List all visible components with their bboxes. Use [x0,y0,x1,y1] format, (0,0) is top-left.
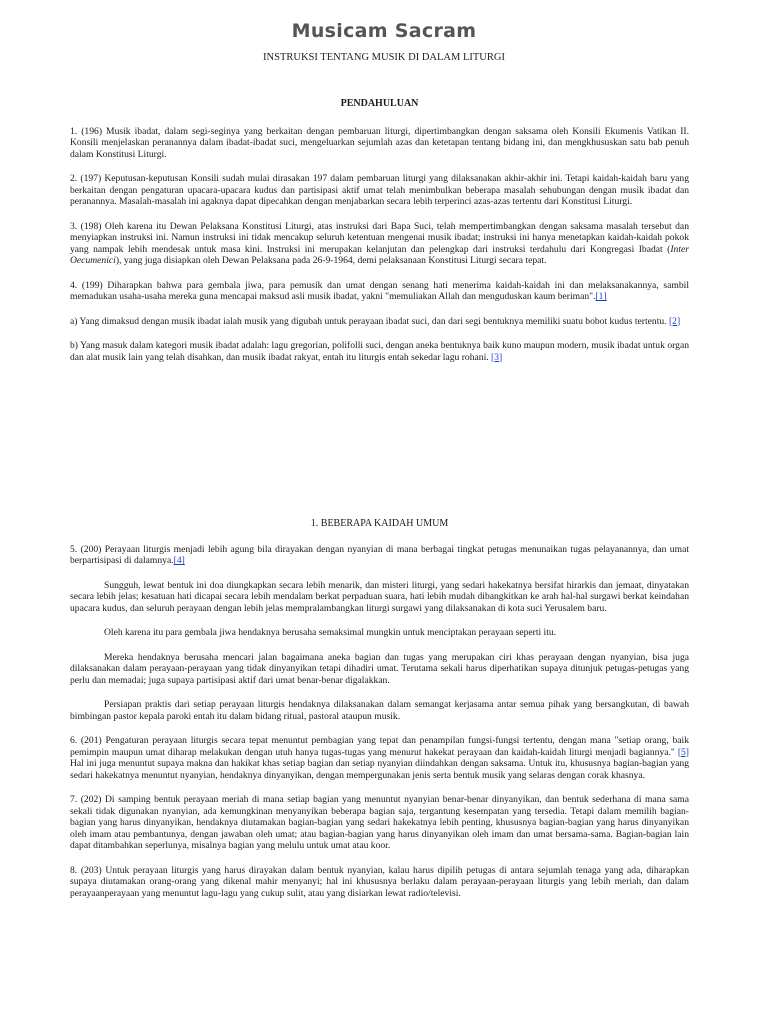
paragraph-11-text: Persiapan praktis dari setiap perayaan liturgis hendaknya dilaksanakan dalam semangat kerjasama antar semua pihak yang bersangkutan, di bawah bimbingan pastor kepala paroki entah itu dalam bidang ritual, pastoral ataupun musik. [70,699,689,722]
paragraph-12 [70,735,689,781]
footnote-link-4[interactable]: [4] [173,555,185,566]
paragraph-6-text: b) Yang masuk dalam kategori musik ibadat adalah: lagu gregorian, polifolli suci, dengan aneka bentuknya baik kuno maupun modern, musik ibadat untuk organ dan alat musik lain yang telah disahkan, dan musik ibadat rakyat, entah itu liturgis entah sekedar lagu rohani. [70,340,689,363]
intro-heading: PENDAHULUAN [340,98,419,109]
paragraph-12-text-a: 6. (201) Pengaturan perayaan liturgis secara tepat menuntut pembagian yang tepat dan penampilan fungsi-fungsi tertentu, dengan mana "setiap orang, baik pemimpin maupun umat diharap melakukan dengan utuh hanya tugas-tugas yang menurut hakekat perayaan dan kaidah-kaidah liturgi menjadi bagiannya." [70,735,689,758]
paragraph-3-text-a: 3. (198) Oleh karena itu Dewan Pelaksana Konstitusi Liturgi, atas instruksi dari Bapa Suci, telah mempertimbangkan dengan saksama masalah tersebut dan menyiapkan instruksi ini. Namun instruksi ini tidak mencakup seluruh ketentuan mengenai musik ibadat; instruksi ini hanya menetapkan kaidah-kaidah pokok yang nampak lebih mendesak untuk masa kini. Instruksi ini merupakan kelanjutan dan pelengkap dari instruksi terdahulu dari Kongregasi Ibadat ( [70,220,689,255]
section-1-heading: 1. BEBERAPA KAIDAH UMUM [310,518,449,529]
footnote-link-5[interactable]: [5] [677,746,689,758]
paragraph-4-text: 4. (199) Diharapkan bahwa para gembala jiwa, para pemusik dan umat dengan senang hati menerima kaidah-kaidah ini dan melaksanakannya, sambil memadukan usaha-usaha mereka guna mencapai maksud asli musik ibadat, yakni "memuliakan Allah dan menguduskan kaum beriman". [70,279,689,302]
paragraph-13 [70,794,689,852]
paragraph-11 [70,699,689,722]
blank-space [70,376,689,518]
paragraph-1-text: 1. (196) Musik ibadat, dalam segi-seginya yang berkaitan dengan pembaruan liturgi, dipertimbangkan dengan saksama oleh Konsili Ekumenis Vatikan II. Konsili menjelaskan peranannya dalam ibadat-ibadat suci, mengeluarkan sejumlah azas dan ketetapan tentang bidang ini, dan mengkhususkan satu bab penuh dalam Konstitusi Liturgi. [70,125,689,160]
paragraph-12-text-b: Hal ini juga menuntut supaya makna dan hakikat khas setiap bagian dan setiap nyanyian diindahkan dengan saksama. Untuk itu, khususnya bagian-bagian yang sedari hakekatnya menuntut nyanyian, hendaknya dinyanyikan, dengan mempergunakan jenis serta bentuk musik yang selaras dengan corak khasnya. [70,758,689,781]
paragraph-2 [70,173,689,208]
document-subtitle: INSTRUKSI TENTANG MUSIK DI DALAM LITURGI [263,52,505,63]
paragraph-13-text: 7. (202) Di samping bentuk perayaan meriah di mana setiap bagian yang menuntut nyanyian benar-benar dinyanyikan, dan bentuk sederhana di mana sama sekali tidak digunakan nyanyian, ada kemungkinan menyanyikan beberapa bagian saja, tergantung kesempatan yang tersedia. Tetapi dalam memilih bagian-bagian yang harus dinyanyikan, hendaknya diutamakan bagian-bagian yang sedari hakekatnya lebih penting, khususnya bagian-bagian yang harus dinyanyikan oleh imam atau pembantunya, dengan jawaban oleh umat; atau bagian-bagian yang harus dinyanyikan oleh imam dan umat bersama-sama. Bagian-bagian lain dapat ditambahkan seperlunya, misalnya bagian yang melulu untuk umat atau koor. [70,794,689,851]
paragraph-8-text: Sungguh, lewat bentuk ini doa diungkapkan secara lebih menarik, dan misteri liturgi, yang sedari hakekatnya bersifat hirarkis dan jemaat, dinyatakan secara lebih jelas; kesatuan hati dicapai secara lebih mendalam berkat perpaduan suara, hati lebih mudah dibangkitkan ke arah hal-hal surgawi berkat keindahan upacara kudus, dan seluruh perayaan dengan lebih jelas mempralambangkan liturgi surgawi yang dilaksanakan di kota suci Yerusalem baru. [70,579,689,614]
paragraph-3-emphasis: Inter Oecumenici [70,243,689,266]
paragraph-14 [70,865,689,900]
paragraph-14-text: 8. (203) Untuk perayaan liturgis yang harus dirayakan dalam bentuk nyanyian, kalau harus dipilih petugas di antara sejumlah tenaga yang ada, diharapkan supaya diutamakan orang-orang yang dikenal mahir menyanyi; hal ini khususnya berlaku dalam perayaan-perayaan liturgis yang lebih meriah, dan dalam perayaanperayaan yang menuntut lagu-lagu yang cukup sulit, atau yang disiarkan lewat radio/televisi. [70,864,689,899]
paragraph-4 [70,280,689,303]
paragraph-5 [70,316,689,328]
document-body [70,98,689,912]
document-title: Musicam Sacram [291,20,477,42]
paragraph-9 [70,627,689,639]
footnote-link-1[interactable]: [1] [595,291,607,302]
paragraph-1 [70,126,689,161]
paragraph-10 [70,652,689,687]
paragraph-9-text: Oleh karena itu para gembala jiwa hendaknya berusaha semaksimal mungkin untuk menciptakan perayaan seperti itu. [104,627,557,638]
footnote-link-2[interactable]: [2] [668,315,681,327]
paragraph-5-text: a) Yang dimaksud dengan musik ibadat ialah musik yang digubah untuk perayaan ibadat suci, dan dari segi bentuknya memiliki suatu bobot kudus tertentu. [70,315,669,327]
paragraph-3 [70,221,689,267]
paragraph-2-text: 2. (197) Keputusan-keputusan Konsili sudah mulai dirasakan 197 dalam pembaruan liturgi yang dilaksanakan akhir-akhir ini. Tetapi kaidah-kaidah baru yang berkaitan dengan pengaturan upacara-upacara kudus dan partisipasi aktif umat telah menimbulkan beberapa masalah sehubungan dengan musik ibadat dan peranannya. Masalah-masalah ini agaknya dapat dipecahkan dengan menjabarkan secara lebih terperinci azas-azas tertentu dari Konstitusi Liturgi. [70,173,689,207]
paragraph-7 [70,544,689,567]
paragraph-3-text-b: ), yang juga disiapkan oleh Dewan Pelaksana pada 26-9-1964, demi pelaksanaan Konstitusi Liturgi secara tepat. [115,255,547,266]
paragraph-7-text: 5. (200) Perayaan liturgis menjadi lebih agung bila dirayakan dengan nyanyian di mana berbagai tingkat petugas menunaikan tugas pelayanannya, dan umat berpartisipasi di dalamnya. [70,543,689,566]
paragraph-8 [70,580,689,615]
paragraph-6 [70,340,689,363]
paragraph-10-text: Mereka hendaknya berusaha mencari jalan bagaimana aneka bagian dan tugas yang merupakan ciri khas perayaan dengan nyanyian, bisa juga dilaksanakan dalam perayaan-perayaan yang tidak dinyanyikan tetapi dihadiri umat. Terutama sekali harus diperhatikan supaya ditunjuk petugas-petugas yang perlu dan memadai; juga supaya partisipasi aktif dari umat benar-benar digalakkan. [70,651,689,686]
footnote-link-3[interactable]: [3] [491,351,503,363]
